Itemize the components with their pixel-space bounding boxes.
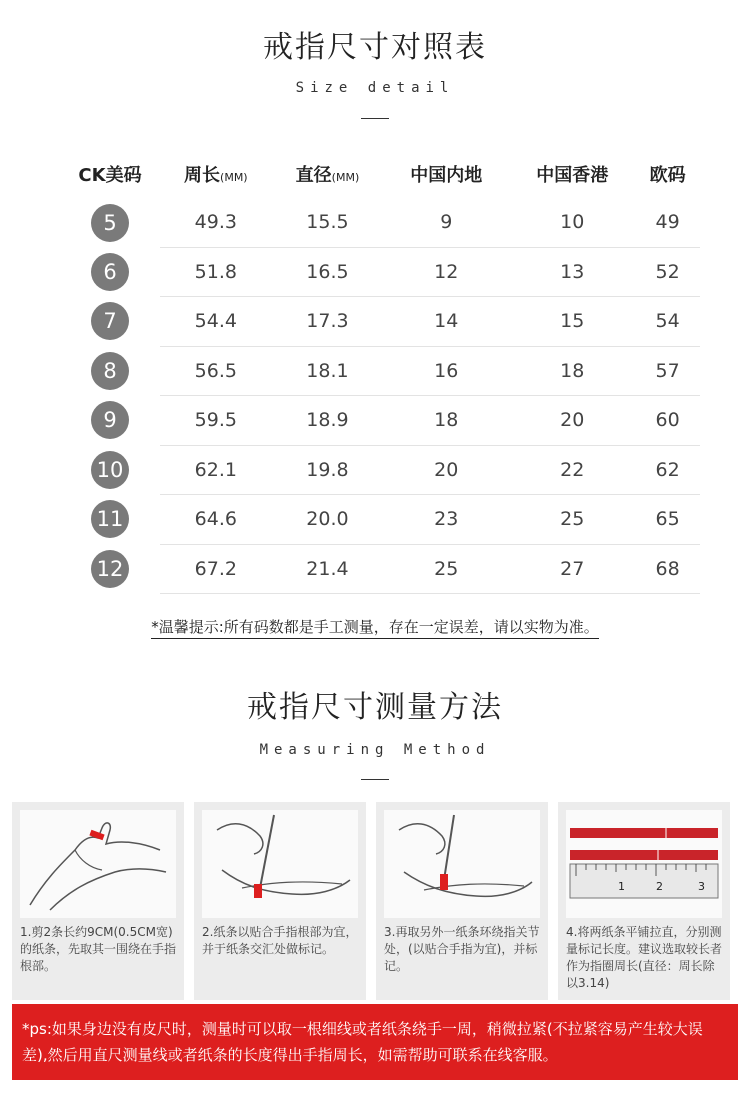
step-4-caption: 4.将两纸条平铺拉直，分别测量标记长度。建议选取较长者作为指圈周长(直径：周长除以3.14) [566,925,723,990]
table-cell: 18.9 [272,396,384,446]
size-badge: 6 [91,253,129,291]
step-1-caption: 1.剪2条长约9CM(0.5CM宽)的纸条，先取其一围绕在手指根部。 [20,925,177,973]
table-cell: 9 [383,198,509,247]
table-cell: 56.5 [160,346,272,396]
table-cell: 25 [509,495,635,545]
step-1-panel [12,802,184,1000]
table-row [60,396,700,446]
size-badge: 8 [91,352,129,390]
table-row [60,445,700,495]
table-row [60,247,700,297]
table-cell: 12 [383,247,509,297]
step-3-caption: 3.再取另外一纸条环绕指关节处，(以贴合手指为宜)，并标记。 [384,925,540,973]
table-cell: 67.2 [160,544,272,594]
size-badge: 9 [91,401,129,439]
header-ck-size: CK美码 [78,165,142,186]
ruler-digit: 2 [656,880,663,893]
size-badge: 5 [91,204,129,242]
table-cell: 49 [635,198,700,247]
table-cell: 20 [509,396,635,446]
tip-note: *温馨提示:所有码数都是手工测量，存在一定误差，请以实物为准。 [0,616,750,637]
step-3-panel [376,802,548,1000]
table-row [60,544,700,594]
size-badge: 7 [91,302,129,340]
table-cell: 25 [383,544,509,594]
header-hongkong: 中国香港 [536,165,609,186]
hand-paper-strip-icon [20,810,176,918]
table-cell: 18 [509,346,635,396]
table-cell: 18 [383,396,509,446]
header-eu: 欧码 [649,165,686,186]
table-row [60,346,700,396]
ruler-strips-icon [566,810,722,918]
table-cell: 20.0 [272,495,384,545]
table-row [60,198,700,247]
table-cell: 15.5 [272,198,384,247]
step-2-panel [194,802,366,1000]
table-cell: 64.6 [160,495,272,545]
table-cell: 60 [635,396,700,446]
size-badge: 11 [91,500,129,538]
measuring-title: 戒指尺寸测量方法 [247,690,503,725]
size-chart-title: 戒指尺寸对照表 [263,30,487,65]
table-cell: 14 [383,297,509,347]
size-badge: 12 [91,550,129,588]
table-cell: 19.8 [272,445,384,495]
table-cell: 15 [509,297,635,347]
table-cell: 49.3 [160,198,272,247]
measuring-subtitle: Measuring Method [259,742,491,758]
size-badge: 10 [91,451,129,489]
table-cell: 62.1 [160,445,272,495]
table-cell: 23 [383,495,509,545]
step-4-panel [558,802,730,1000]
step-2-caption: 2.纸条以贴合手指根部为宜，并于纸条交汇处做标记。 [202,925,358,956]
title-divider [361,779,389,780]
table-cell: 13 [509,247,635,297]
size-table [60,150,700,594]
table-cell: 62 [635,445,700,495]
table-header-row [60,150,700,198]
ruler-digit: 1 [618,880,625,893]
warning-banner: *ps:如果身边没有皮尺时，测量时可以取一根细线或者纸条绕手一周，稍微拉紧(不拉紧容易产生较大误差),然后用直尺测量线或者纸条的长度得出手指周长，如需帮助可联系在线客服。 [12,1004,738,1080]
header-circumference: 周长(MM) [184,165,248,186]
table-row [60,495,700,545]
title-divider [361,118,389,119]
header-diameter: 直径(MM) [295,165,360,186]
table-cell: 51.8 [160,247,272,297]
table-cell: 18.1 [272,346,384,396]
size-chart-subtitle: Size detail [295,80,455,96]
table-cell: 22 [509,445,635,495]
table-cell: 10 [509,198,635,247]
table-row [60,297,700,347]
table-cell: 54.4 [160,297,272,347]
table-cell: 16 [383,346,509,396]
measuring-steps [12,802,738,1000]
header-mainland: 中国内地 [410,165,483,186]
table-cell: 17.3 [272,297,384,347]
ruler-digit: 3 [698,880,705,893]
table-cell: 59.5 [160,396,272,446]
table-cell: 65 [635,495,700,545]
table-cell: 21.4 [272,544,384,594]
table-cell: 20 [383,445,509,495]
hand-second-strip-icon [384,810,540,918]
table-cell: 57 [635,346,700,396]
table-cell: 54 [635,297,700,347]
table-cell: 52 [635,247,700,297]
table-cell: 16.5 [272,247,384,297]
hand-pen-mark-icon [202,810,358,918]
table-cell: 27 [509,544,635,594]
table-cell: 68 [635,544,700,594]
